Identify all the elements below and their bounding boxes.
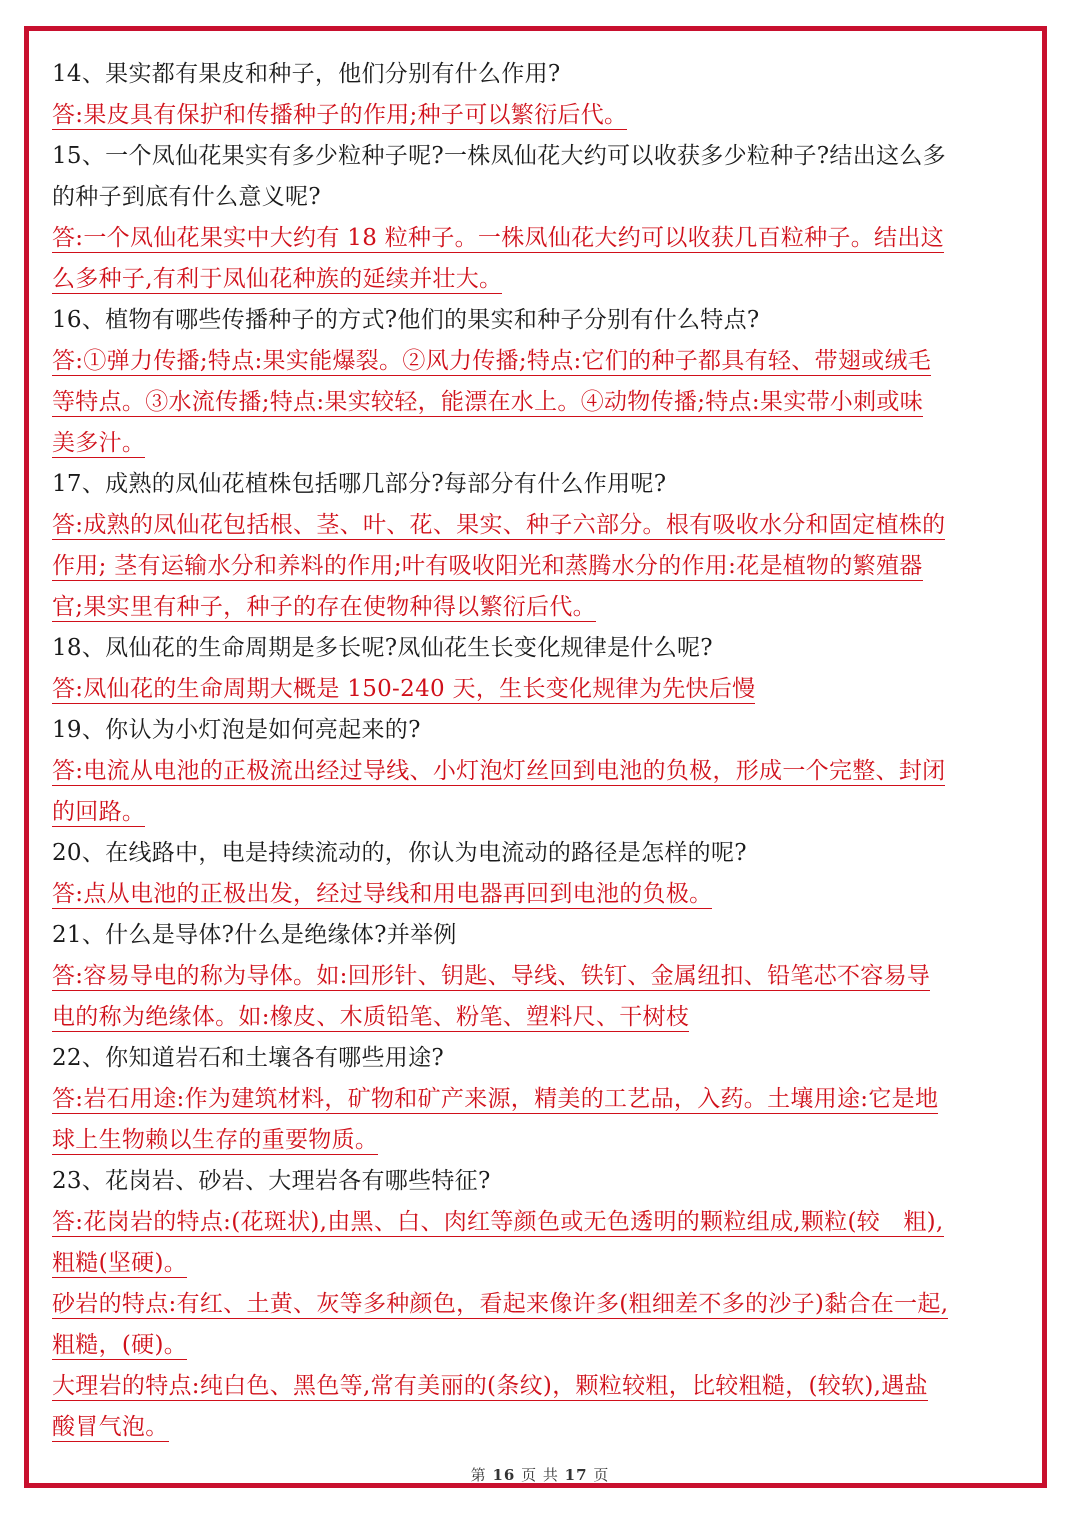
question-text: 23、花岗岩、砂岩、大理岩各有哪些特征? [52,1168,491,1194]
answer-line [52,382,1032,423]
answer-text: 美多汁。 [52,430,146,456]
answer-text: 等特点。③水流传播;特点:果实较轻，能漂在水上。④动物传播;特点:果实带小刺或味 [52,389,923,415]
answer-line [52,1243,1032,1284]
answer-text: 答:电流从电池的正极流出经过导线、小灯泡灯丝回到电池的负极，形成一个完整、封闭 [52,758,946,784]
answer-text: 球上生物赖以生存的重要物质。 [52,1127,379,1153]
current-page-number: 16 [492,1466,516,1484]
answer-text: 粗糙(坚硬)。 [52,1250,188,1276]
answer-line [52,669,1032,710]
answer-line [52,997,1032,1038]
question-text: 19、你认为小灯泡是如何亮起来的? [52,717,421,743]
answer-line [52,1120,1032,1161]
answer-line [52,1325,1032,1366]
answer-text: 电的称为绝缘体。如:橡皮、木质铅笔、粉笔、塑料尺、干树枝 [52,1004,690,1030]
answer-text: 砂岩的特点:有红、土黄、灰等多种颜色，看起来像许多(粗细差不多的沙子)黏合在一起, [52,1291,949,1317]
footer-middle: 页 共 [521,1466,559,1484]
answer-line [52,218,1032,259]
answer-line [52,423,1032,464]
answer-text: 的回路。 [52,799,146,825]
question-line [52,136,1032,177]
question-line [52,300,1032,341]
answer-line [52,546,1032,587]
answer-text: 答:成熟的凤仙花包括根、茎、叶、花、果实、种子六部分。根有吸收水分和固定植株的 [52,512,946,538]
question-line [52,628,1032,669]
answer-text: 答:①弹力传播;特点:果实能爆裂。②风力传播;特点:它们的种子都具有轻、带翅或绒毛 [52,348,932,374]
answer-line [52,259,1032,300]
answer-line [52,95,1032,136]
answer-text: 酸冒气泡。 [52,1414,169,1440]
answer-line [52,505,1032,546]
footer-suffix: 页 [593,1466,610,1484]
question-line [52,833,1032,874]
question-text: 的种子到底有什么意义呢? [52,184,321,210]
question-text: 14、果实都有果皮和种子，他们分别有什么作用? [52,61,561,87]
question-line [52,915,1032,956]
answer-text: 粗糙，(硬)。 [52,1332,188,1358]
question-text: 17、成熟的凤仙花植株包括哪几部分?每部分有什么作用呢? [52,471,667,497]
answer-line [52,751,1032,792]
question-line [52,1161,1032,1202]
answer-line [52,1407,1032,1448]
answer-line [52,874,1032,915]
answer-text: 答:凤仙花的生命周期大概是 150-240 天，生长变化规律为先快后慢 [52,676,756,702]
question-line [52,54,1032,95]
answer-line [52,341,1032,382]
question-text: 22、你知道岩石和土壤各有哪些用途? [52,1045,444,1071]
question-text: 15、一个凤仙花果实有多少粒种子呢?一株凤仙花大约可以收获多少粒种子?结出这么多 [52,143,946,169]
answer-text: 答:点从电池的正极出发，经过导线和用电器再回到电池的负极。 [52,881,713,907]
question-text: 18、凤仙花的生命周期是多长呢?凤仙花生长变化规律是什么呢? [52,635,713,661]
answer-text: 答:岩石用途:作为建筑材料，矿物和矿产来源，精美的工艺品，入药。土壤用途:它是地 [52,1086,939,1112]
answer-line [52,956,1032,997]
question-line [52,1038,1032,1079]
question-text: 21、什么是导体?什么是绝缘体?并举例 [52,922,457,948]
answer-text: 答:容易导电的称为导体。如:回形针、钥匙、导线、铁钉、金属纽扣、铅笔芯不容易导 [52,963,931,989]
question-line [52,177,1032,218]
question-text: 16、植物有哪些传播种子的方式?他们的果实和种子分别有什么特点? [52,307,760,333]
footer-prefix: 第 [470,1466,487,1484]
answer-text: 作用; 茎有运输水分和养料的作用;叶有吸收阳光和蒸腾水分的作用:花是植物的繁殖器 [52,553,923,579]
answer-text: 官;果实里有种子，种子的存在使物种得以繁衍后代。 [52,594,596,620]
answer-text: 么多种子,有利于凤仙花种族的延续并壮大。 [52,266,503,292]
document-body [52,54,1032,1448]
page-footer [0,1464,1080,1485]
answer-text: 大理岩的特点:纯白色、黑色等,常有美丽的(条纹)，颗粒较粗，比较粗糙，(较软),遇盐 [52,1373,928,1399]
total-pages-number: 17 [564,1466,588,1484]
question-line [52,464,1032,505]
answer-text: 答:果皮具有保护和传播种子的作用;种子可以繁衍后代。 [52,102,628,128]
answer-line [52,1366,1032,1407]
answer-text: 答:花岗岩的特点:(花斑状),由黑、白、肉红等颜色或无色透明的颗粒组成,颗粒(较 粗), [52,1209,944,1235]
answer-line [52,587,1032,628]
answer-line [52,792,1032,833]
question-text: 20、在线路中，电是持续流动的，你认为电流动的路径是怎样的呢? [52,840,747,866]
answer-line [52,1079,1032,1120]
answer-line [52,1284,1032,1325]
answer-text: 答:一个凤仙花果实中大约有 18 粒种子。一株凤仙花大约可以收获几百粒种子。结出这 [52,225,944,251]
question-line [52,710,1032,751]
answer-line [52,1202,1032,1243]
